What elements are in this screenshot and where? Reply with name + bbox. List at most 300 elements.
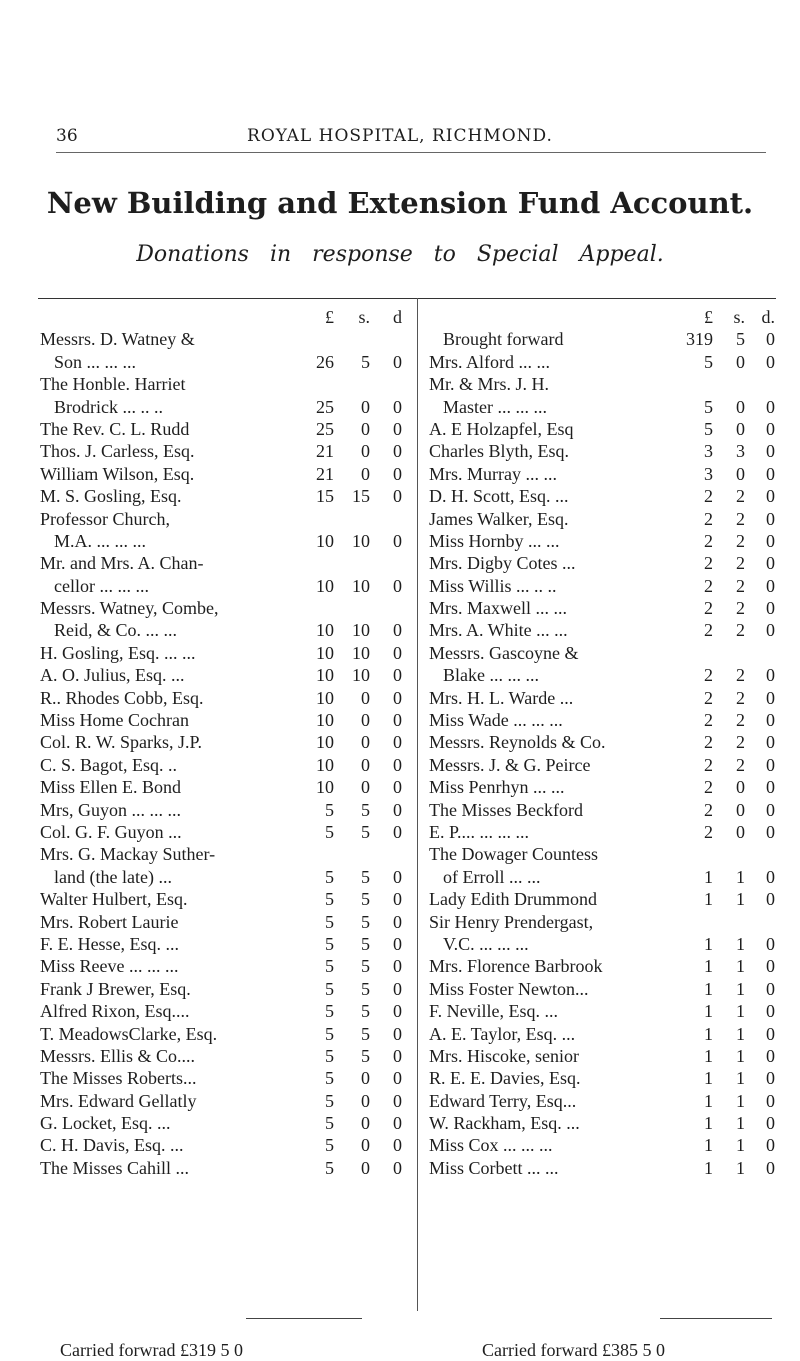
pence-amount: 0: [393, 754, 402, 775]
shillings-amount: 0: [361, 732, 370, 753]
pounds-amount: 1: [704, 1135, 713, 1156]
donation-line: [429, 799, 777, 821]
pence-amount: 0: [766, 620, 775, 641]
pounds-amount: 319: [686, 329, 713, 350]
shillings-amount: 5: [361, 889, 370, 910]
shillings-amount: 0: [361, 1113, 370, 1134]
donation-line: [429, 1023, 777, 1045]
shillings-amount: 1: [736, 1068, 745, 1089]
shillings-amount: 2: [736, 732, 745, 753]
table-top-rule: [38, 298, 776, 299]
donor-name: The Honble. Harriet: [40, 374, 186, 395]
pounds-amount: 3: [704, 441, 713, 462]
donation-line: [40, 1045, 404, 1067]
donation-line: [40, 1067, 404, 1089]
shillings-amount: 1: [736, 1135, 745, 1156]
column-separator: [417, 298, 418, 1311]
pounds-header: £: [704, 307, 713, 327]
pence-header: d: [393, 307, 402, 327]
pence-amount: 0: [766, 1001, 775, 1022]
pounds-amount: 1: [704, 1045, 713, 1066]
pounds-amount: 1: [704, 1001, 713, 1022]
donor-name: Sir Henry Prendergast,: [429, 911, 594, 932]
donation-line: [429, 440, 777, 462]
shillings-amount: 0: [361, 396, 370, 417]
pence-amount: 0: [393, 441, 402, 462]
donation-line: [40, 888, 404, 910]
donor-name: Mr. & Mrs. J. H.: [429, 374, 550, 395]
donation-line: [40, 978, 404, 1000]
pence-amount: 0: [393, 687, 402, 708]
donor-name: A. E. Taylor, Esq. ...: [429, 1023, 576, 1044]
donation-line: [429, 754, 777, 776]
donor-name: Messrs. Ellis & Co....: [40, 1045, 196, 1066]
donor-name: C. H. Davis, Esq. ...: [40, 1135, 184, 1156]
pounds-amount: 1: [704, 956, 713, 977]
shillings-amount: 0: [361, 710, 370, 731]
donor-name: Miss Cox ... ... ...: [429, 1135, 553, 1156]
pence-amount: 0: [393, 486, 402, 507]
donation-line: [40, 508, 404, 530]
running-title: ROYAL HOSPITAL, RICHMOND.: [247, 126, 553, 146]
shillings-amount: 5: [361, 866, 370, 887]
pounds-amount: 5: [325, 956, 334, 977]
donor-name: Mrs. H. L. Warde ...: [429, 687, 574, 708]
shillings-amount: 10: [352, 575, 370, 596]
pence-amount: 0: [766, 441, 775, 462]
donation-line: [40, 485, 404, 507]
shillings-amount: 1: [736, 1157, 745, 1178]
pence-amount: 0: [766, 687, 775, 708]
pounds-amount: 5: [325, 933, 334, 954]
donation-line: [40, 1157, 404, 1179]
donor-name: T. MeadowsClarke, Esq.: [40, 1023, 218, 1044]
donation-line: [429, 463, 777, 485]
pounds-amount: 2: [704, 665, 713, 686]
donor-name: D. H. Scott, Esq. ...: [429, 486, 569, 507]
pence-amount: 0: [393, 821, 402, 842]
pounds-amount: 25: [316, 418, 334, 439]
shillings-amount: 2: [736, 508, 745, 529]
pence-amount: 0: [766, 418, 775, 439]
donation-line: [40, 1112, 404, 1134]
pounds-amount: 2: [704, 486, 713, 507]
pence-amount: 0: [766, 978, 775, 999]
pence-amount: 0: [766, 777, 775, 798]
donor-name: Walter Hulbert, Esq.: [40, 889, 188, 910]
pence-amount: 0: [393, 732, 402, 753]
right-total-rule: [660, 1318, 772, 1320]
shillings-amount: 2: [736, 754, 745, 775]
pence-amount: 0: [766, 1045, 775, 1066]
pence-amount: 0: [766, 486, 775, 507]
pence-amount: 0: [393, 710, 402, 731]
donor-name: cellor ... ... ...: [54, 575, 149, 596]
donation-line: [429, 888, 777, 910]
pounds-header: £: [325, 307, 334, 327]
donation-line: [429, 843, 777, 865]
pounds-amount: 1: [704, 1157, 713, 1178]
pounds-amount: 10: [316, 732, 334, 753]
pence-amount: 0: [766, 1023, 775, 1044]
donor-name: Miss Hornby ... ...: [429, 530, 560, 551]
pounds-amount: 1: [704, 978, 713, 999]
donation-line: [40, 799, 404, 821]
page-header: [0, 126, 800, 150]
shillings-header: s.: [733, 307, 745, 327]
shillings-amount: 0: [361, 463, 370, 484]
pence-amount: 0: [393, 956, 402, 977]
donor-name: Mrs. Murray ... ...: [429, 463, 557, 484]
donation-line: [429, 955, 777, 977]
donor-name: Miss Penrhyn ... ...: [429, 777, 565, 798]
pence-amount: 0: [766, 821, 775, 842]
shillings-amount: 0: [361, 1157, 370, 1178]
donation-line: [40, 373, 404, 395]
pence-amount: 0: [766, 329, 775, 350]
shillings-amount: 5: [361, 821, 370, 842]
pence-amount: 0: [393, 799, 402, 820]
pounds-amount: 3: [704, 463, 713, 484]
pence-amount: 0: [393, 396, 402, 417]
pounds-amount: 5: [325, 1090, 334, 1111]
pence-amount: 0: [393, 978, 402, 999]
donation-line: [429, 933, 777, 955]
shillings-amount: 1: [736, 866, 745, 887]
pounds-amount: 2: [704, 821, 713, 842]
donor-name: Miss Corbett ... ...: [429, 1157, 559, 1178]
donor-name: Mrs. G. Mackay Suther-: [40, 844, 216, 865]
pounds-amount: 5: [325, 1068, 334, 1089]
donation-line: [429, 508, 777, 530]
left-total-rule: [246, 1318, 362, 1320]
pence-header: d.: [761, 307, 775, 327]
donor-name: H. Gosling, Esq. ... ...: [40, 642, 196, 663]
donor-name: The Misses Cahill ...: [40, 1157, 189, 1178]
pounds-amount: 5: [325, 1023, 334, 1044]
shillings-amount: 1: [736, 933, 745, 954]
shillings-amount: 0: [736, 777, 745, 798]
donation-line: [40, 396, 404, 418]
donor-name: W. Rackham, Esq. ...: [429, 1113, 580, 1134]
pence-amount: 0: [393, 620, 402, 641]
donor-name: Professor Church,: [40, 508, 170, 529]
pence-amount: 0: [766, 396, 775, 417]
donation-line: [429, 821, 777, 843]
pence-amount: 0: [393, 463, 402, 484]
pounds-amount: 26: [316, 351, 334, 372]
shillings-amount: 0: [361, 1135, 370, 1156]
donation-line: [40, 552, 404, 574]
donation-line: [429, 1134, 777, 1156]
pence-amount: 0: [766, 1068, 775, 1089]
pounds-amount: 5: [325, 1001, 334, 1022]
donation-line: [429, 911, 777, 933]
donation-line: [429, 1045, 777, 1067]
donation-line: [40, 843, 404, 865]
shillings-amount: 2: [736, 687, 745, 708]
shillings-amount: 2: [736, 665, 745, 686]
pence-amount: 0: [766, 889, 775, 910]
donation-line: [40, 687, 404, 709]
donor-name: Mrs. Hiscoke, senior: [429, 1045, 579, 1066]
donation-line: [429, 597, 777, 619]
shillings-amount: 1: [736, 956, 745, 977]
donation-line: [429, 776, 777, 798]
shillings-amount: 1: [736, 1001, 745, 1022]
shillings-amount: 3: [736, 441, 745, 462]
pounds-amount: 15: [316, 486, 334, 507]
pounds-amount: 10: [316, 754, 334, 775]
donation-line: [429, 418, 777, 440]
pence-amount: 0: [766, 1090, 775, 1111]
donor-name: Thos. J. Carless, Esq.: [40, 441, 195, 462]
donation-line: [40, 1000, 404, 1022]
donation-line: [40, 933, 404, 955]
left-carried-forward: Carried forwrad £319 5 0: [60, 1340, 243, 1360]
donor-name: Miss Willis ... .. ..: [429, 575, 557, 596]
shillings-amount: 0: [361, 777, 370, 798]
pounds-amount: 2: [704, 799, 713, 820]
donation-line: [40, 530, 404, 552]
donor-name: Mrs, Guyon ... ... ...: [40, 799, 182, 820]
shillings-amount: 2: [736, 553, 745, 574]
pounds-amount: 2: [704, 575, 713, 596]
donor-name: V.C. ... ... ...: [443, 933, 529, 954]
shillings-amount: 0: [736, 396, 745, 417]
right-carried-forward: Carried forward £385 5 0: [482, 1340, 665, 1360]
donor-name: Mrs. Florence Barbrook: [429, 956, 603, 977]
shillings-amount: 10: [352, 620, 370, 641]
shillings-amount: 1: [736, 1113, 745, 1134]
pence-amount: 0: [393, 1157, 402, 1178]
pounds-amount: 2: [704, 687, 713, 708]
shillings-amount: 1: [736, 1023, 745, 1044]
donation-line: [429, 552, 777, 574]
pence-amount: 0: [766, 1135, 775, 1156]
pence-amount: 0: [766, 799, 775, 820]
shillings-amount: 0: [361, 1068, 370, 1089]
pounds-amount: 1: [704, 1068, 713, 1089]
shillings-amount: 0: [736, 463, 745, 484]
donation-line: [40, 754, 404, 776]
shillings-amount: 0: [361, 1090, 370, 1111]
donor-name: James Walker, Esq.: [429, 508, 569, 529]
pounds-amount: 1: [704, 1090, 713, 1111]
donation-line: [40, 1090, 404, 1112]
donor-name: Miss Ellen E. Bond: [40, 777, 182, 798]
donation-line: [40, 1134, 404, 1156]
pounds-amount: 5: [325, 889, 334, 910]
pence-amount: 0: [766, 1113, 775, 1134]
donor-name: Alfred Rixon, Esq....: [40, 1001, 190, 1022]
donor-name: The Dowager Countess: [429, 844, 598, 865]
donor-name: Reid, & Co. ... ...: [54, 620, 178, 641]
donation-line: [429, 1000, 777, 1022]
shillings-amount: 2: [736, 486, 745, 507]
pence-amount: 0: [393, 911, 402, 932]
donation-line: [40, 463, 404, 485]
pence-amount: 0: [766, 508, 775, 529]
shillings-amount: 5: [361, 978, 370, 999]
shillings-amount: 5: [361, 911, 370, 932]
donation-line: [40, 709, 404, 731]
pounds-amount: 2: [704, 777, 713, 798]
pence-amount: 0: [766, 710, 775, 731]
shillings-amount: 10: [352, 530, 370, 551]
pence-amount: 0: [393, 530, 402, 551]
donation-line: [429, 485, 777, 507]
pence-amount: 0: [393, 933, 402, 954]
donor-name: William Wilson, Esq.: [40, 463, 195, 484]
pence-amount: 0: [393, 575, 402, 596]
donor-name: Edward Terry, Esq...: [429, 1090, 577, 1111]
donation-line: [429, 328, 777, 350]
pence-amount: 0: [766, 598, 775, 619]
pence-amount: 0: [393, 351, 402, 372]
donation-line: [40, 911, 404, 933]
pounds-amount: 10: [316, 530, 334, 551]
shillings-amount: 1: [736, 889, 745, 910]
pence-amount: 0: [393, 889, 402, 910]
pence-amount: 0: [766, 866, 775, 887]
donation-line: [40, 597, 404, 619]
shillings-amount: 5: [361, 799, 370, 820]
pounds-amount: 10: [316, 575, 334, 596]
pence-amount: 0: [393, 1068, 402, 1089]
donor-name: Miss Foster Newton...: [429, 978, 589, 999]
donor-name: A. E Holzapfel, Esq: [429, 418, 574, 439]
pence-amount: 0: [766, 956, 775, 977]
shillings-amount: 1: [736, 1045, 745, 1066]
currency-header-row: [429, 306, 777, 328]
page-subtitle: Donations in response to Special Appeal.: [136, 242, 664, 267]
header-rule: [56, 152, 766, 153]
pence-amount: 0: [393, 418, 402, 439]
donation-line: [40, 440, 404, 462]
shillings-amount: 2: [736, 598, 745, 619]
donor-name: Messrs. Gascoyne &: [429, 642, 579, 663]
donor-name: The Misses Roberts...: [40, 1068, 197, 1089]
donor-name: R.. Rhodes Cobb, Esq.: [40, 687, 204, 708]
shillings-amount: 2: [736, 710, 745, 731]
donation-line: [429, 978, 777, 1000]
donation-line: [40, 955, 404, 977]
shillings-amount: 0: [736, 799, 745, 820]
donation-line: [40, 351, 404, 373]
donation-line: [429, 664, 777, 686]
pence-amount: 0: [393, 1113, 402, 1134]
pounds-amount: 10: [316, 665, 334, 686]
donor-name: Messrs. Watney, Combe,: [40, 598, 219, 619]
donation-line: [429, 1090, 777, 1112]
pounds-amount: 10: [316, 710, 334, 731]
donor-name: land (the late) ...: [54, 866, 172, 887]
pounds-amount: 5: [325, 821, 334, 842]
donation-line: [40, 575, 404, 597]
donation-line: [429, 351, 777, 373]
pounds-amount: 5: [325, 978, 334, 999]
pence-amount: 0: [393, 777, 402, 798]
pounds-amount: 1: [704, 1113, 713, 1134]
donor-name: G. Locket, Esq. ...: [40, 1113, 171, 1134]
donation-line: [40, 866, 404, 888]
donor-name: C. S. Bagot, Esq. ..: [40, 754, 178, 775]
donation-line: [40, 664, 404, 686]
pence-amount: 0: [766, 754, 775, 775]
pounds-amount: 21: [316, 441, 334, 462]
pounds-amount: 5: [325, 799, 334, 820]
pounds-amount: 10: [316, 777, 334, 798]
shillings-amount: 0: [361, 441, 370, 462]
pence-amount: 0: [766, 1157, 775, 1178]
pence-amount: 0: [766, 665, 775, 686]
pence-amount: 0: [393, 642, 402, 663]
donor-name: Mrs. Alford ... ...: [429, 351, 550, 372]
pounds-amount: 5: [704, 351, 713, 372]
pence-amount: 0: [393, 665, 402, 686]
donation-line: [429, 687, 777, 709]
pence-amount: 0: [766, 575, 775, 596]
shillings-amount: 1: [736, 1090, 745, 1111]
pounds-amount: 5: [325, 911, 334, 932]
shillings-amount: 2: [736, 530, 745, 551]
shillings-amount: 1: [736, 978, 745, 999]
shillings-amount: 5: [361, 1045, 370, 1066]
pounds-amount: 10: [316, 642, 334, 663]
pounds-amount: 5: [325, 1045, 334, 1066]
donor-name: Mrs. A. White ... ...: [429, 620, 568, 641]
shillings-amount: 5: [361, 1001, 370, 1022]
pounds-amount: 21: [316, 463, 334, 484]
shillings-amount: 2: [736, 575, 745, 596]
page-number: 36: [56, 126, 78, 146]
shillings-amount: 0: [361, 687, 370, 708]
donation-line: [429, 619, 777, 641]
pence-amount: 0: [393, 1135, 402, 1156]
shillings-amount: 10: [352, 665, 370, 686]
pence-amount: 0: [393, 866, 402, 887]
donation-line: [429, 575, 777, 597]
donation-line: [40, 821, 404, 843]
donation-line: [429, 396, 777, 418]
donor-name: Mrs. Robert Laurie: [40, 911, 179, 932]
donor-name: Charles Blyth, Esq.: [429, 441, 569, 462]
pence-amount: 0: [766, 351, 775, 372]
shillings-amount: 2: [736, 620, 745, 641]
donation-line: [40, 776, 404, 798]
donation-line: [40, 619, 404, 641]
donation-line: [429, 709, 777, 731]
donor-name: R. E. E. Davies, Esq.: [429, 1068, 581, 1089]
donation-line: [40, 642, 404, 664]
donor-name: Mrs. Maxwell ... ...: [429, 598, 567, 619]
pounds-amount: 2: [704, 754, 713, 775]
page-title: New Building and Extension Fund Account.: [46, 186, 754, 220]
donation-line: [429, 731, 777, 753]
donor-name: M. S. Gosling, Esq.: [40, 486, 182, 507]
pounds-amount: 2: [704, 530, 713, 551]
shillings-amount: 5: [361, 956, 370, 977]
pounds-amount: 5: [325, 866, 334, 887]
donation-line: [429, 642, 777, 664]
donor-name: Miss Reeve ... ... ...: [40, 956, 179, 977]
pence-amount: 0: [393, 1001, 402, 1022]
donation-line: [429, 530, 777, 552]
pence-amount: 0: [766, 553, 775, 574]
shillings-amount: 0: [361, 754, 370, 775]
pounds-amount: 2: [704, 710, 713, 731]
